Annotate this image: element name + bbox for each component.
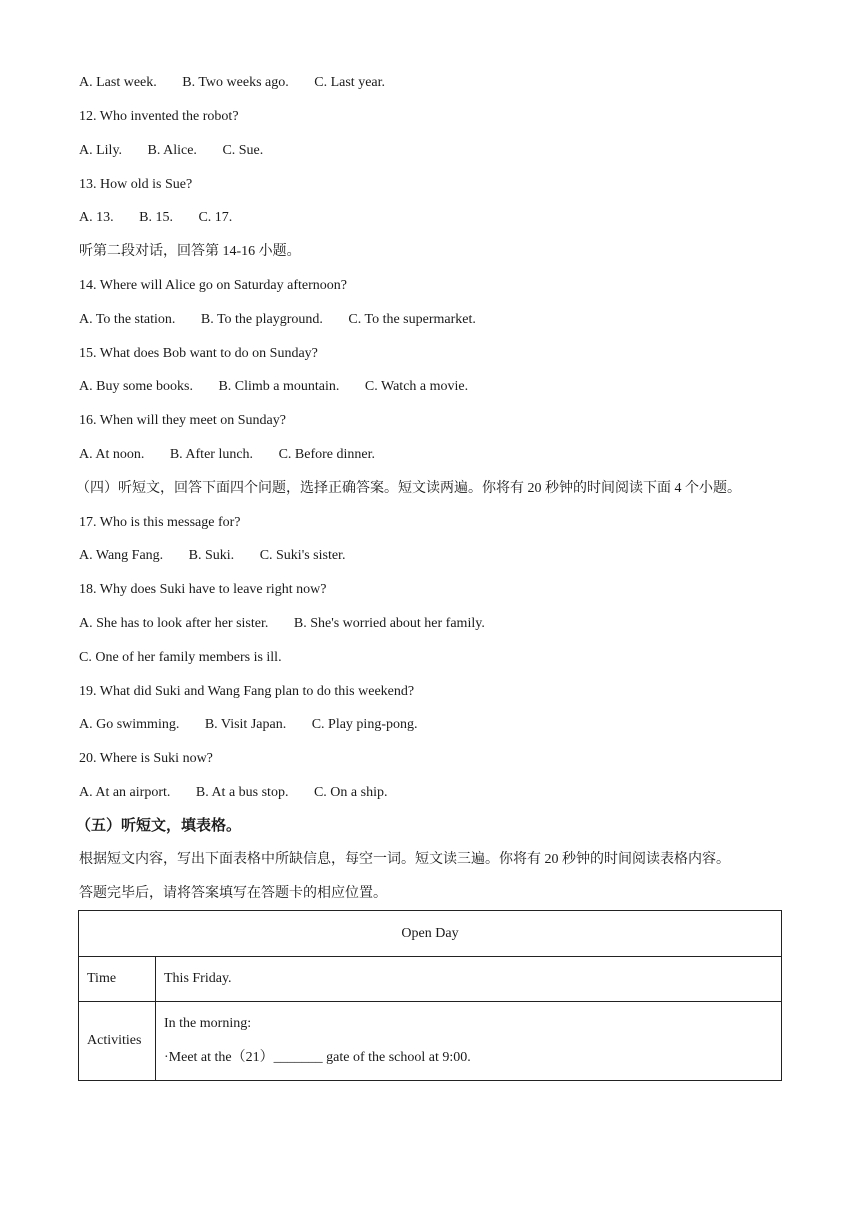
q17-options (79, 547, 367, 565)
question-12: 12. Who invented the robot? (79, 109, 239, 124)
option-b: B. She's worried about her family. (293, 616, 485, 631)
open-day-table (78, 910, 782, 1081)
option-b: B. Visit Japan. (204, 717, 287, 732)
option-c: C. Play ping-pong. (311, 717, 418, 732)
section-2-intro: 听第二段对话，回答第 14-16 小题。 (79, 244, 301, 259)
q19-options (79, 716, 439, 734)
option-c: C. Suki's sister. (259, 548, 346, 563)
option-a: A. At an airport. (79, 785, 171, 800)
q13-options (79, 209, 254, 227)
q16-options (79, 446, 397, 464)
time-label: Time (79, 957, 156, 1002)
option-b: B. Alice. (147, 143, 197, 158)
option-c: C. Last year. (314, 75, 386, 90)
option-c: C. On a ship. (313, 785, 388, 800)
q11-options (79, 74, 407, 92)
part-5-instruction-2: 答题完毕后，请将答案填写在答题卡的相应位置。 (79, 886, 387, 901)
option-a: A. To the station. (79, 312, 176, 327)
option-c: C. To the supermarket. (348, 312, 476, 327)
q15-options (79, 378, 490, 396)
question-15: 15. What does Bob want to do on Sunday? (79, 346, 318, 361)
option-b: B. Two weeks ago. (182, 75, 289, 90)
time-value: This Friday. (156, 957, 782, 1002)
option-b: B. After lunch. (169, 447, 254, 462)
question-19: 19. What did Suki and Wang Fang plan to do this weekend? (79, 684, 415, 699)
option-b: B. To the playground. (200, 312, 323, 327)
question-16: 16. When will they meet on Sunday? (79, 413, 286, 428)
option-a: A. Lily. (79, 143, 123, 158)
option-b: B. 15. (139, 210, 173, 225)
question-17: 17. Who is this message for? (79, 515, 241, 530)
option-b: B. At a bus stop. (195, 785, 289, 800)
activities-line-1: In the morning: (164, 1016, 252, 1031)
part-5-title: （五）听短文，填表格。 (76, 818, 242, 834)
activities-cell (156, 1002, 782, 1081)
option-c: C. Before dinner. (278, 447, 375, 462)
option-a: A. 13. (79, 210, 114, 225)
activities-line-2: ·Meet at the（21）_______ gate of the school at 9:00. (164, 1050, 471, 1065)
option-a: A. Go swimming. (79, 717, 180, 732)
option-a: A. Last week. (79, 75, 157, 90)
option-a: A. Buy some books. (79, 379, 193, 394)
table-header: Open Day (79, 911, 782, 957)
option-c: C. 17. (198, 210, 233, 225)
activities-label: Activities (79, 1002, 156, 1081)
question-14: 14. Where will Alice go on Saturday afternoon? (79, 278, 347, 293)
option-c: C. Watch a movie. (364, 379, 469, 394)
question-18: 18. Why does Suki have to leave right now? (79, 582, 327, 597)
q18-option-c: C. One of her family members is ill. (79, 650, 282, 665)
option-b: B. Climb a mountain. (218, 379, 340, 394)
option-a: A. She has to look after her sister. (79, 616, 269, 631)
q12-options (79, 142, 285, 160)
question-13: 13. How old is Sue? (79, 177, 193, 192)
q18-options (79, 615, 507, 633)
option-c: C. Sue. (222, 143, 264, 158)
option-a: A. At noon. (79, 447, 145, 462)
option-b: B. Suki. (188, 548, 235, 563)
q14-options (79, 311, 498, 329)
part-5-instruction-1: 根据短文内容，写出下面表格中所缺信息，每空一词。短文读三遍。你将有 20 秒钟的时间阅读表格内容。 (79, 852, 730, 867)
question-20: 20. Where is Suki now? (79, 751, 213, 766)
part-4-intro: （四）听短文，回答下面四个问题，选择正确答案。短文读两遍。你将有 20 秒钟的时间阅读下面 4 个小题。 (76, 481, 741, 496)
option-a: A. Wang Fang. (79, 548, 164, 563)
q20-options (79, 784, 409, 802)
